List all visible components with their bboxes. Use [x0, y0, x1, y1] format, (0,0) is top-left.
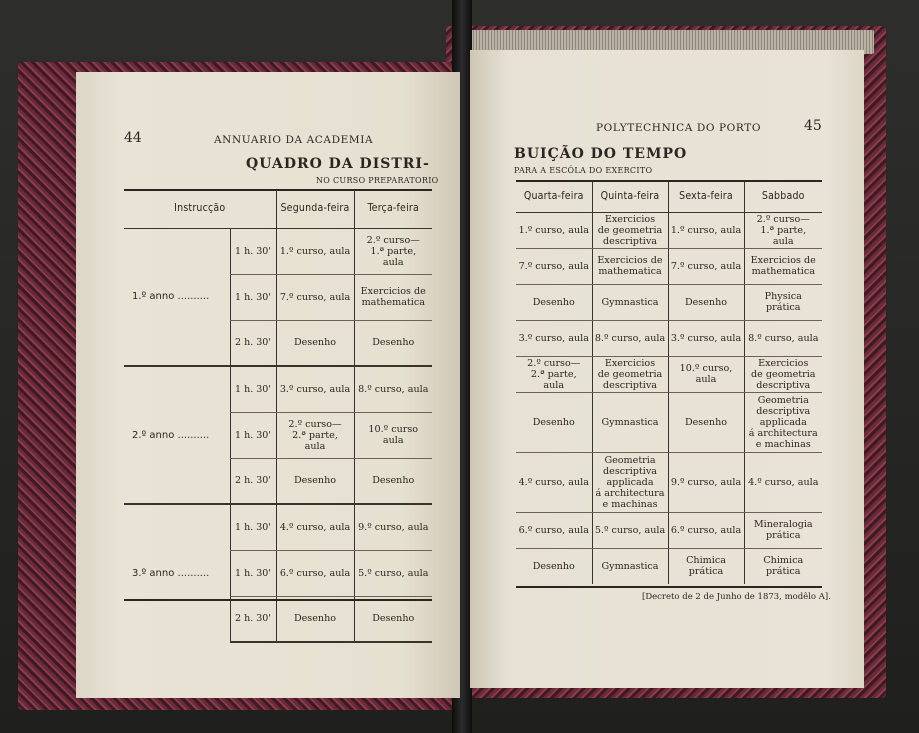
table-cell: Gymnastica: [592, 392, 668, 452]
cell-seg: Desenho: [276, 596, 354, 642]
right-page-number: 45: [804, 118, 822, 134]
cell-seg: 3.º curso, aula: [276, 366, 354, 412]
table-cell: 2.º curso— 2.ª parte, aula: [516, 356, 592, 392]
table-row: [516, 548, 822, 584]
cell-dur: 1 h. 30': [230, 228, 276, 274]
table-cell: Exercicios de geometria descriptiva: [744, 356, 822, 392]
year-label: 2.º anno ..........: [124, 366, 230, 504]
table-row: [124, 366, 432, 412]
table-cell: 8.º curso, aula: [744, 320, 822, 356]
left-page-number: 44: [124, 130, 142, 146]
cell-ter: 8.º curso, aula: [354, 366, 432, 412]
table-cell: Desenho: [516, 392, 592, 452]
table-cell: 9.º curso, aula: [668, 452, 744, 512]
cell-dur: 2 h. 30': [230, 320, 276, 366]
table-cell: 4.º curso, aula: [744, 452, 822, 512]
cell-dur: 1 h. 30': [230, 504, 276, 550]
table-cell: 3.º curso, aula: [516, 320, 592, 356]
header-instruccao: Instrucção: [124, 190, 276, 228]
cell-ter: 2.º curso— 1.ª parte, aula: [354, 228, 432, 274]
cell-ter: 5.º curso, aula: [354, 550, 432, 596]
left-bottom-rule: [124, 599, 432, 601]
table-row: [516, 284, 822, 320]
cell-ter: Desenho: [354, 458, 432, 504]
table-cell: Gymnastica: [592, 284, 668, 320]
cell-ter: 9.º curso, aula: [354, 504, 432, 550]
table-row: [516, 248, 822, 284]
table-cell: Exercicios de geometria descriptiva: [592, 212, 668, 248]
table-cell: Mineralogia prática: [744, 512, 822, 548]
header-sexta: Sexta-feira: [668, 182, 744, 212]
table-cell: 7.º curso, aula: [516, 248, 592, 284]
header-sabbado: Sabbado: [744, 182, 822, 212]
cell-dur: 1 h. 30': [230, 274, 276, 320]
table-cell: 1.º curso, aula: [516, 212, 592, 248]
table-cell: Gymnastica: [592, 548, 668, 584]
table-cell: 5.º curso, aula: [592, 512, 668, 548]
cell-seg: 7.º curso, aula: [276, 274, 354, 320]
table-row: [516, 320, 822, 356]
right-running-head: POLYTECHNICA DO PORTO: [596, 122, 762, 134]
cell-dur: 1 h. 30': [230, 366, 276, 412]
table-cell: 3.º curso, aula: [668, 320, 744, 356]
header-quinta: Quinta-feira: [592, 182, 668, 212]
table-row: [516, 452, 822, 512]
left-schedule-table: [124, 190, 432, 643]
table-cell: Desenho: [532, 560, 575, 572]
table-cell: Exercicios de mathematica: [592, 248, 668, 284]
right-title: BUIÇÃO DO TEMPO: [514, 146, 688, 162]
header-segunda: Segunda-feira: [276, 190, 354, 228]
table-cell: Chimica prática: [668, 548, 744, 584]
header-terca: Terça-feira: [354, 190, 432, 228]
table-cell: Exercicios de geometria descriptiva: [592, 356, 668, 392]
cell-seg: 1.º curso, aula: [276, 228, 354, 274]
table-row: [124, 228, 432, 274]
table-cell: Chimica prática: [744, 548, 822, 584]
right-schedule-table: [516, 182, 822, 584]
table-cell: 2.º curso— 1.ª parte, aula: [744, 212, 822, 248]
table-row: [124, 504, 432, 550]
year-label: 1.º anno ..........: [124, 228, 230, 366]
table-cell: Geometria descriptiva applicada á architectura e machinas: [592, 452, 668, 512]
table-row: [516, 356, 822, 392]
footnote: [Decreto de 2 de Junho de 1873, modêlo A].: [642, 592, 831, 602]
table-cell: Desenho: [668, 392, 744, 452]
cell-seg: 6.º curso, aula: [276, 550, 354, 596]
cell-seg: Desenho: [276, 458, 354, 504]
cell-dur: 2 h. 30': [230, 596, 276, 642]
year-label: 3.º anno ..........: [132, 568, 210, 579]
table-cell: 10.º curso, aula: [668, 356, 744, 392]
table-row: [516, 392, 822, 452]
table-cell: 7.º curso, aula: [668, 248, 744, 284]
cell-dur: 1 h. 30': [230, 412, 276, 458]
left-title: QUADRO DA DISTRI-: [246, 156, 430, 172]
cell-ter: Exercicios de mathematica: [354, 274, 432, 320]
cell-seg: 4.º curso, aula: [276, 504, 354, 550]
cell-dur: 2 h. 30': [230, 458, 276, 504]
left-subtitle: NO CURSO PREPARATORIO: [316, 176, 439, 185]
table-cell: Desenho: [668, 284, 744, 320]
table-cell: 4.º curso, aula: [516, 452, 592, 512]
table-cell: 6.º curso, aula: [516, 512, 592, 548]
right-subtitle: PARA A ESCÓLA DO EXERCITO: [514, 166, 653, 175]
table-cell: Geometria descriptiva applicada á architectura e machinas: [744, 392, 822, 452]
header-quarta: Quarta-feira: [516, 182, 592, 212]
table-cell: 8.º curso, aula: [592, 320, 668, 356]
table-row: [516, 212, 822, 248]
table-cell: 1.º curso, aula: [668, 212, 744, 248]
table-cell: 6.º curso, aula: [668, 512, 744, 548]
right-bottom-rule: [516, 586, 822, 588]
cell-dur: 1 h. 30': [230, 550, 276, 596]
cell-ter: Desenho: [354, 320, 432, 366]
left-running-head: ANNUARIO DA ACADEMIA: [214, 134, 374, 146]
table-cell: Exercicios de mathematica: [744, 248, 822, 284]
table-row: [516, 512, 822, 548]
cell-ter: 10.º curso aula: [354, 412, 432, 458]
cell-ter: Desenho: [354, 596, 432, 642]
cell-seg: 2.º curso— 2.ª parte, aula: [276, 412, 354, 458]
table-cell: Physica prática: [744, 284, 822, 320]
table-cell: Desenho: [516, 284, 592, 320]
cell-seg: Desenho: [276, 320, 354, 366]
